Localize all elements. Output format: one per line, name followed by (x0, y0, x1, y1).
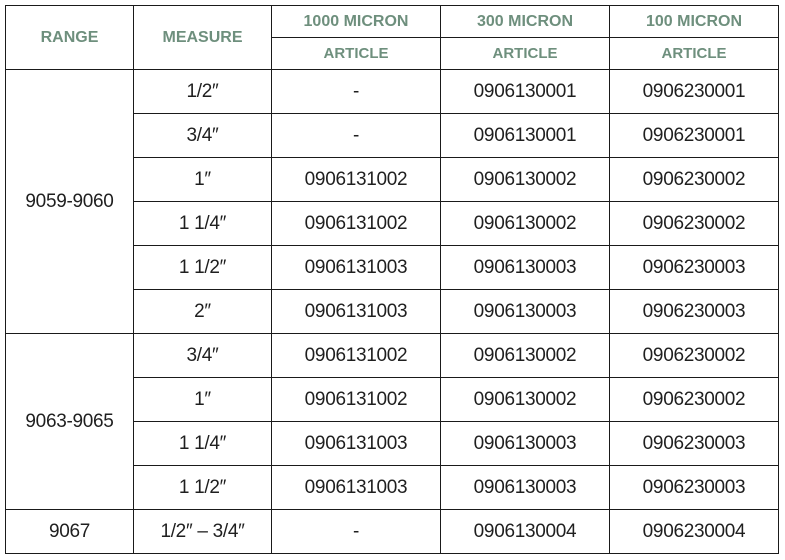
table-row (6, 70, 779, 114)
measure-cell: 2″ (134, 290, 272, 334)
article-100-cell: 0906230003 (610, 246, 779, 290)
range-header: RANGE (6, 6, 134, 70)
article-300-cell: 0906130003 (441, 466, 610, 510)
measure-cell: 1″ (134, 158, 272, 202)
article-300-cell: 0906130002 (441, 378, 610, 422)
table-row (6, 334, 779, 378)
article-1000-cell: 0906131003 (272, 466, 441, 510)
article-table (5, 5, 779, 554)
range-cell: 9063-9065 (6, 334, 134, 510)
article-1000-cell: 0906131003 (272, 422, 441, 466)
article-300-cell: 0906130004 (441, 510, 610, 554)
measure-cell: 1 1/4″ (134, 202, 272, 246)
article-100-cell: 0906230001 (610, 114, 779, 158)
range-cell: 9067 (6, 510, 134, 554)
article-header-1000: ARTICLE (272, 38, 441, 70)
article-300-cell: 0906130001 (441, 114, 610, 158)
article-header-300: ARTICLE (441, 38, 610, 70)
article-100-cell: 0906230002 (610, 202, 779, 246)
measure-cell: 1/2″ – 3/4″ (134, 510, 272, 554)
article-300-cell: 0906130003 (441, 246, 610, 290)
article-1000-cell: - (272, 114, 441, 158)
article-1000-cell: - (272, 510, 441, 554)
table-body (6, 70, 779, 554)
measure-cell: 1 1/2″ (134, 246, 272, 290)
micron-300-header: 300 MICRON (441, 6, 610, 38)
article-header-100: ARTICLE (610, 38, 779, 70)
article-100-cell: 0906230004 (610, 510, 779, 554)
article-1000-cell: 0906131002 (272, 378, 441, 422)
range-cell: 9059-9060 (6, 70, 134, 334)
header-row-top (6, 6, 779, 38)
measure-cell: 1 1/2″ (134, 466, 272, 510)
article-1000-cell: - (272, 70, 441, 114)
article-1000-cell: 0906131003 (272, 290, 441, 334)
article-100-cell: 0906230002 (610, 158, 779, 202)
article-1000-cell: 0906131002 (272, 158, 441, 202)
article-100-cell: 0906230003 (610, 466, 779, 510)
micron-1000-header: 1000 MICRON (272, 6, 441, 38)
article-300-cell: 0906130003 (441, 422, 610, 466)
article-100-cell: 0906230002 (610, 334, 779, 378)
measure-cell: 1/2″ (134, 70, 272, 114)
micron-100-header: 100 MICRON (610, 6, 779, 38)
article-300-cell: 0906130001 (441, 70, 610, 114)
article-100-cell: 0906230002 (610, 378, 779, 422)
table-row (6, 510, 779, 554)
article-1000-cell: 0906131002 (272, 334, 441, 378)
article-300-cell: 0906130003 (441, 290, 610, 334)
article-300-cell: 0906130002 (441, 334, 610, 378)
measure-cell: 3/4″ (134, 114, 272, 158)
article-100-cell: 0906230001 (610, 70, 779, 114)
table-header (6, 6, 779, 70)
measure-cell: 1″ (134, 378, 272, 422)
article-1000-cell: 0906131002 (272, 202, 441, 246)
article-100-cell: 0906230003 (610, 290, 779, 334)
article-300-cell: 0906130002 (441, 202, 610, 246)
article-100-cell: 0906230003 (610, 422, 779, 466)
measure-cell: 3/4″ (134, 334, 272, 378)
measure-cell: 1 1/4″ (134, 422, 272, 466)
article-1000-cell: 0906131003 (272, 246, 441, 290)
article-300-cell: 0906130002 (441, 158, 610, 202)
measure-header: MEASURE (134, 6, 272, 70)
